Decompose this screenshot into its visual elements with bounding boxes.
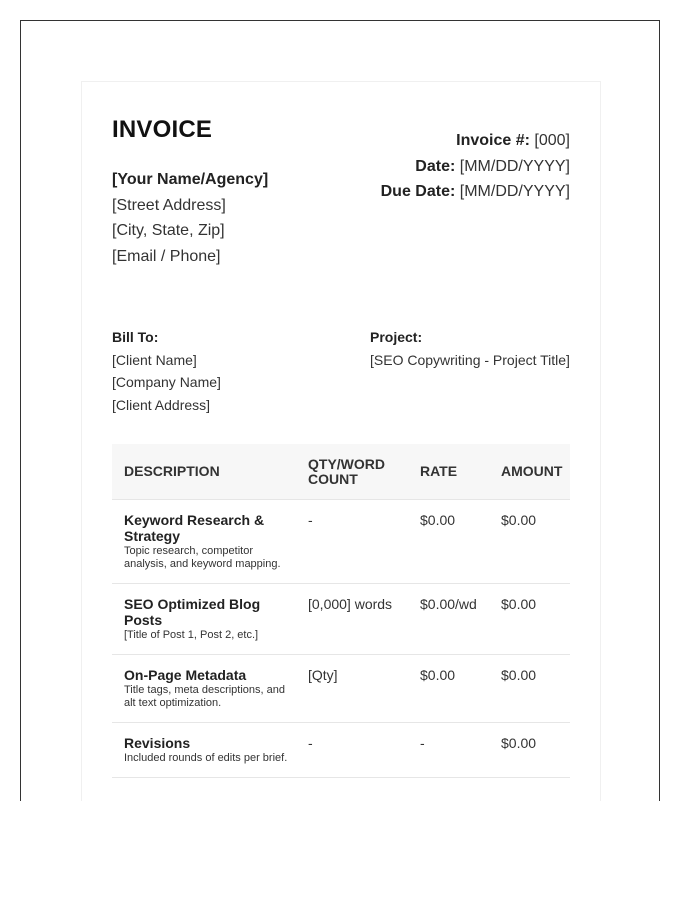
invoice-due-row — [381, 179, 570, 205]
line-item-name: Revisions — [124, 735, 191, 751]
invoice-number-label: Invoice #: — [456, 132, 530, 149]
sender-street: [Street Address] — [112, 196, 226, 214]
line-item-amount: $0.00 — [489, 655, 570, 723]
line-item-amount: $0.00 — [489, 723, 570, 778]
invoice-due-label: Due Date: — [380, 183, 456, 200]
column-header-description: DESCRIPTION — [112, 444, 296, 500]
line-item-name: SEO Optimized Blog Posts — [124, 596, 261, 628]
table-row — [112, 655, 570, 723]
column-header-qty — [296, 444, 408, 500]
line-item-rate: - — [408, 723, 489, 778]
bill-to-block — [112, 326, 221, 416]
line-item-qty: - — [296, 500, 408, 584]
client-address: [Client Address] — [112, 396, 211, 413]
line-item-amount: $0.00 — [489, 500, 570, 584]
invoice-number-row — [381, 128, 570, 154]
line-item-description — [112, 655, 296, 723]
line-item-rate: $0.00 — [408, 500, 489, 584]
client-name: [Client Name] — [112, 351, 197, 368]
project-title: [SEO Copywriting - Project Title] — [370, 351, 570, 368]
line-item-qty: [0,000] words — [296, 584, 408, 655]
line-item-name: On-Page Metadata — [124, 667, 247, 683]
invoice-date-label: Date: — [415, 157, 456, 175]
sender-city: [City, State, Zip] — [112, 222, 225, 239]
line-item-qty: [Qty] — [296, 655, 408, 723]
sender-contact: [Email / Phone] — [112, 247, 221, 265]
table-row — [112, 723, 570, 778]
invoice-date-value: [MM/DD/YYYY] — [459, 157, 570, 175]
line-item-detail: Included rounds of edits per brief. — [124, 752, 288, 764]
line-item-detail: Topic research, competitor analysis, and keyword mapping. — [124, 545, 281, 570]
column-header-rate: RATE — [408, 444, 489, 500]
line-item-detail: Title tags, meta descriptions, and alt text optimization. — [124, 684, 286, 709]
table-row — [112, 584, 570, 655]
invoice-number-value: [000] — [534, 132, 570, 149]
line-item-qty: - — [296, 723, 408, 778]
sender-block — [112, 167, 268, 269]
table-row — [112, 500, 570, 584]
sender-name: [Your Name/Agency] — [112, 171, 269, 188]
line-item-detail: [Title of Post 1, Post 2, etc.] — [124, 629, 259, 641]
column-header-qty-line1: QTY/WORD — [308, 455, 385, 472]
column-header-amount: AMOUNT — [489, 444, 570, 500]
line-item-amount: $0.00 — [489, 584, 570, 655]
line-items-table — [112, 444, 570, 778]
table-header-row — [112, 444, 570, 500]
line-item-rate: $0.00 — [408, 655, 489, 723]
project-label: Project: — [370, 329, 423, 345]
invoice-due-value: [MM/DD/YYYY] — [459, 183, 570, 200]
company-name: [Company Name] — [112, 374, 221, 390]
invoice-date-row — [381, 154, 570, 180]
line-item-description — [112, 723, 296, 778]
line-item-description — [112, 584, 296, 655]
invoice-title: INVOICE — [112, 116, 213, 143]
column-header-qty-line2: COUNT — [308, 470, 358, 487]
line-item-description — [112, 500, 296, 584]
project-block — [370, 326, 570, 371]
invoice-meta — [381, 128, 570, 205]
line-item-rate: $0.00/wd — [408, 584, 489, 655]
line-item-name: Keyword Research & Strategy — [124, 512, 265, 544]
bill-to-label: Bill To: — [112, 329, 159, 345]
